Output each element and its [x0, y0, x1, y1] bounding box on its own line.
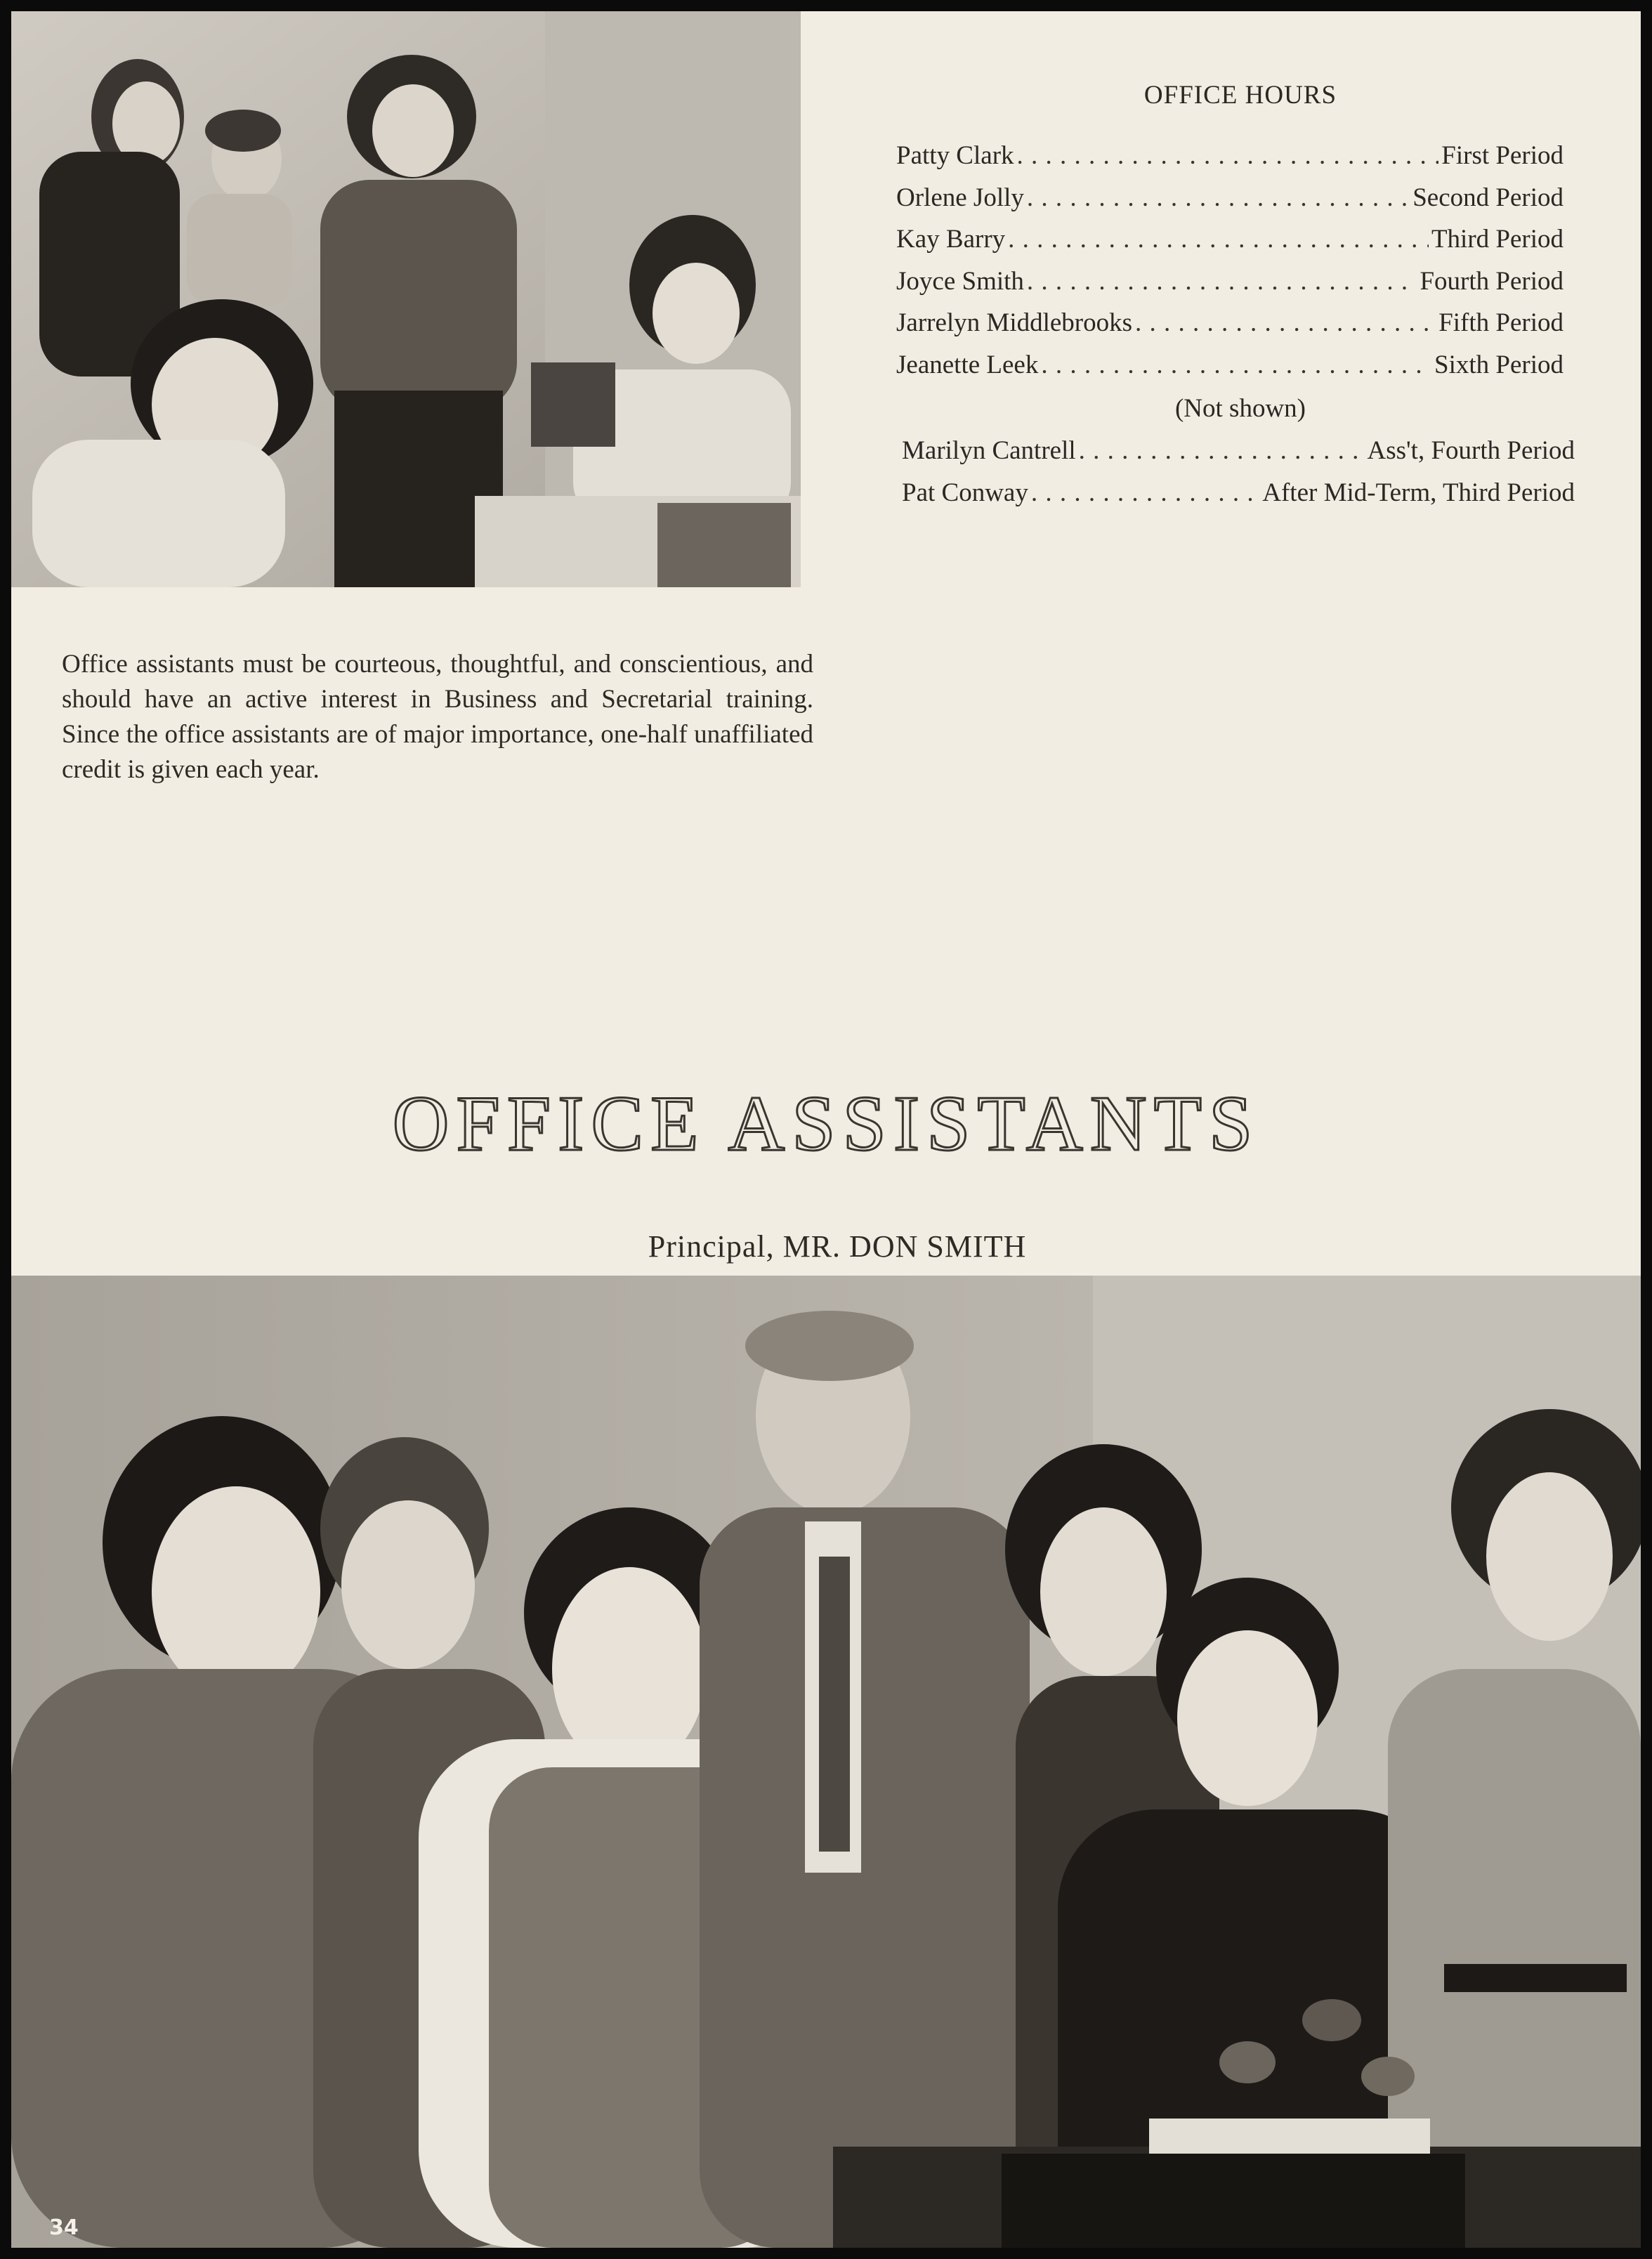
- assistant-name: Jeanette Leek: [896, 350, 1039, 379]
- principal-caption: Principal, MR. DON SMITH: [648, 1229, 1027, 1264]
- caption-text: Office assistants must be courteous, thoughtful, and conscientious, and should have an active interest in Business and Secretarial training. Since the office assistants are of major importance, one-half unaffiliated credit is given each year.: [62, 650, 813, 784]
- assistant-name: Marilyn Cantrell: [902, 436, 1076, 465]
- assistant-period: Fourth Period: [1420, 266, 1563, 296]
- list-item: [896, 350, 1563, 392]
- page-number: 34: [49, 2215, 79, 2240]
- dot-leader: [1027, 266, 1417, 296]
- assistant-period: First Period: [1441, 141, 1563, 170]
- dot-leader: [1017, 140, 1439, 171]
- dot-leader: [1041, 350, 1431, 380]
- group-photo: [11, 1276, 1641, 2248]
- list-item: [896, 224, 1563, 266]
- assistant-name: Orlene Jolly: [896, 183, 1024, 212]
- assistant-name: Joyce Smith: [896, 266, 1024, 296]
- yearbook-page: [11, 11, 1641, 2248]
- office-hours-title: OFFICE HOURS: [1143, 81, 1337, 110]
- list-item: [896, 140, 1563, 183]
- not-shown-label: (Not shown): [1174, 394, 1306, 423]
- list-item: [896, 183, 1563, 225]
- dot-leader: [1079, 436, 1365, 466]
- list-item: [902, 478, 1575, 520]
- assistant-period: Second Period: [1412, 183, 1563, 212]
- dot-leader: [1135, 308, 1436, 338]
- assistant-period: Fifth Period: [1438, 308, 1563, 337]
- dot-leader: [1031, 478, 1259, 508]
- assistant-period: Ass't, Fourth Period: [1367, 436, 1575, 465]
- assistant-period: Third Period: [1431, 225, 1563, 254]
- list-item: [896, 266, 1563, 308]
- assistant-period: Sixth Period: [1434, 350, 1563, 379]
- dot-leader: [1008, 224, 1429, 254]
- assistant-name: Patty Clark: [896, 141, 1014, 170]
- list-item: [902, 436, 1575, 478]
- assistant-period: After Mid-Term, Third Period: [1262, 478, 1575, 507]
- office-hours-list: [896, 140, 1563, 391]
- assistant-name: Pat Conway: [902, 478, 1028, 507]
- page-title: OFFICE ASSISTANTS: [392, 1080, 1260, 1167]
- dot-leader: [1027, 183, 1410, 213]
- office-work-photo: [11, 11, 801, 587]
- assistant-name: Kay Barry: [896, 225, 1006, 254]
- not-shown-list: [902, 436, 1575, 519]
- assistant-name: Jarrelyn Middlebrooks: [896, 308, 1133, 337]
- list-item: [896, 308, 1563, 350]
